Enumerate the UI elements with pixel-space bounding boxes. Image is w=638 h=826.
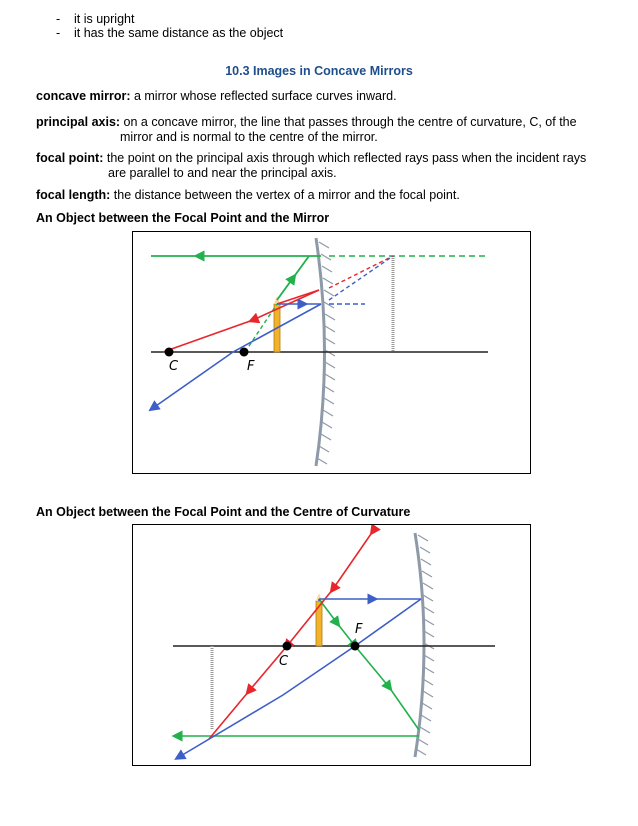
definition-concave-mirror: concave mirror: a mirror whose reflected surface curves inward. [36,89,397,103]
point-c [165,348,174,357]
bullet-upright: - it is upright [56,12,135,26]
blue-ray-reflected [153,304,321,408]
red-ray [209,531,373,739]
point-f [351,642,360,651]
label-f: F [247,359,255,374]
green-ray-incident [319,599,419,730]
figure2-diagram [133,525,529,764]
concave-mirror [415,533,424,757]
label-f: F [355,622,363,637]
definition-focal-length: focal length: the distance between the vertex of a mirror and the focal point. [36,188,460,202]
point-f [240,348,249,357]
point-c [283,642,292,651]
figure1-diagram [133,232,529,472]
blue-ray-reflected [179,599,421,757]
bullet-same-distance: - it has the same distance as the object [56,26,284,40]
red-dashed-extension [329,256,393,288]
figure2-title: An Object between the Focal Point and the Centre of Curvature [36,505,411,519]
definition-focal-point: focal point: the point on the principal axis through which reflected rays pass when the incident rays are parallel to and near the principal axis. [36,151,587,180]
label-c: C [279,654,289,669]
definition-principal-axis: principal axis: on a concave mirror, the line that passes through the centre of curvature, C, of the mirror and is normal to the centre of the mirror. [36,115,577,144]
figure1-title: An Object between the Focal Point and the Mirror [36,211,330,225]
section-title: 10.3 Images in Concave Mirrors [225,64,413,78]
label-c: C [169,359,179,374]
red-ray [163,290,319,352]
figure2-frame [132,524,531,766]
figure1-frame [132,231,531,474]
blue-dashed-diagonal [329,256,393,300]
